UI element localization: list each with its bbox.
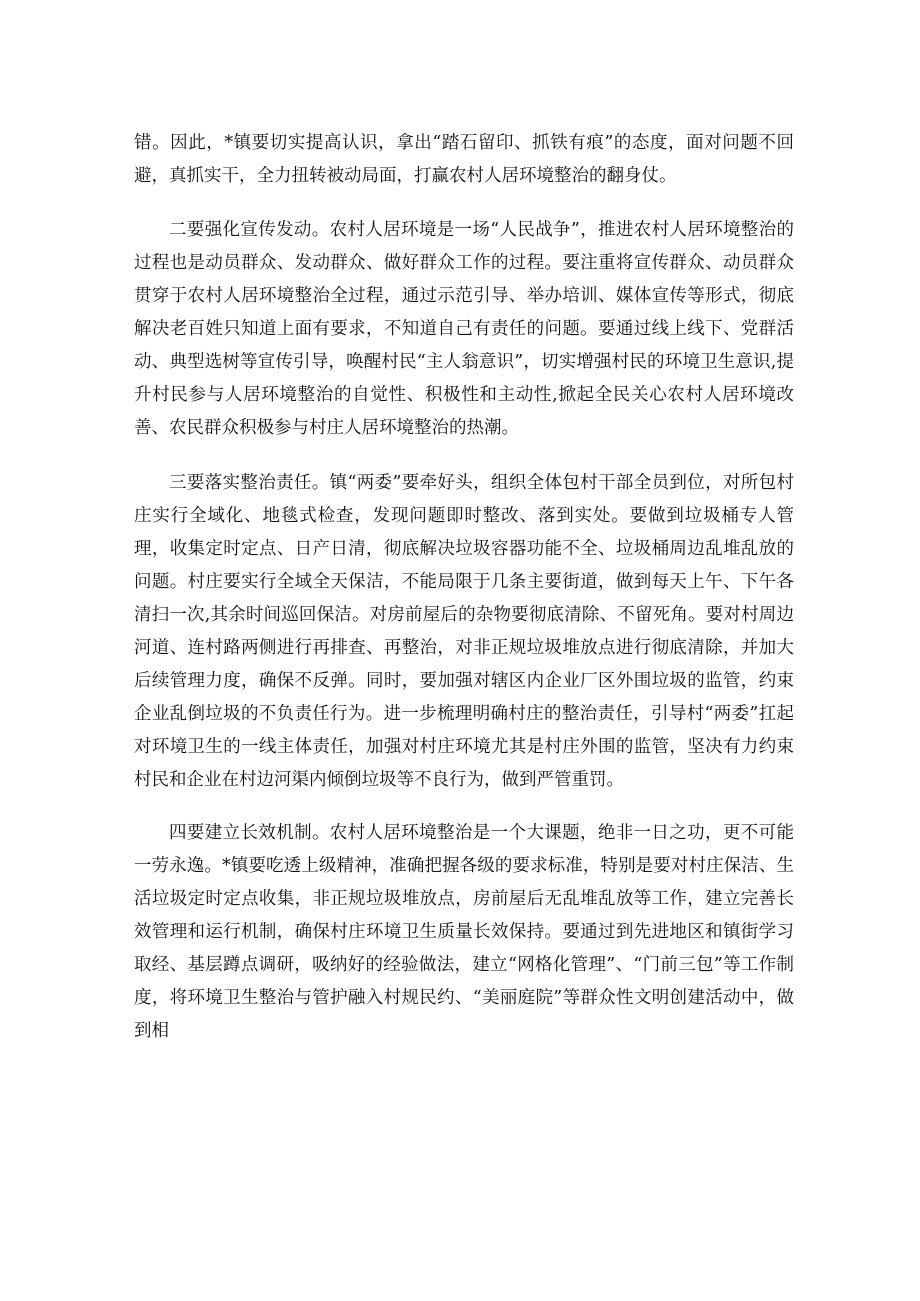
paragraph-long-term-mechanism: 四要建立长效机制。农村人居环境整治是一个大课题，绝非一日之功，更不可能一劳永逸。*镇要吃透上级精神，准确把握各级的要求标准，特别是要对村庄保洁、生活垃圾定时定点收集，非正规垃圾堆放点，房前屋后无乱堆乱放等工作，建立完善长效管理和运行机制，确保村庄环境卫生质量长效保持。要通过到先进地区和镇街学习取经、基层蹲点调研，吸纳好的经验做法，建立“网格化管理”、“门前三包”等工作制度，将环境卫生整治与管护融入村规民约、“美丽庭院”等群众性文明创建活动中，做到相 <box>134 823 794 1041</box>
paragraph-responsibility: 三要落实整治责任。镇“两委”要牵好头，组织全体包村干部全员到位，对所包村庄实行全域化、地毯式检查，发现问题即时整改、落到实处。要做到垃圾桶专人管理，收集定时定点、日产日清，彻底解决垃圾容器功能不全、垃圾桶周边乱堆乱放的问题。村庄要实行全域全天保洁，不能局限于几条主要街道，做到每天上午、下午各清扫一次,其余时间巡回保洁。对房前屋后的杂物要彻底清除、不留死角。要对村周边河道、连村路两侧进行再排查、再整治，对非正规垃圾堆放点进行彻底清除，并加大后续管理力度，确保不反弹。同时，要加强对辖区内企业厂区外围垃圾的监管，约束企业乱倒垃圾的不负责任行为。进一步梳理明确村庄的整治责任，引导村“两委”扛起对环境卫生的一线主体责任，加强对村庄环境尤其是村庄外围的监管，坚决有力约束村民和企业在村边河渠内倾倒垃圾等不良行为，做到严管重罚。 <box>134 473 794 790</box>
document-body <box>134 127 794 1048</box>
paragraph-publicity: 二要强化宣传发动。农村人居环境是一场“人民战争”，推进农村人居环境整治的过程也是动员群众、发动群众、做好群众工作的过程。要注重将宣传群众、动员群众贯穿于农村人居环境整治全过程，通过示范引导、举办培训、媒体宣传等形式，彻底解决老百姓只知道上面有要求，不知道自己有责任的问题。要通过线上线下、党群活动、典型选树等宣传引导，唤醒村民“主人翁意识”，切实增强村民的环境卫生意识,提升村民参与人居环境整治的自觉性、积极性和主动性,掀起全民关心农村人居环境改善、农民群众积极参与村庄人居环境整治的热潮。 <box>134 220 794 438</box>
paragraph-continuation: 错。因此，*镇要切实提高认识，拿出“踏石留印、抓铁有痕”的态度，面对问题不回避，真抓实干，全力扭转被动局面，打赢农村人居环境整治的翻身仗。 <box>134 133 794 186</box>
